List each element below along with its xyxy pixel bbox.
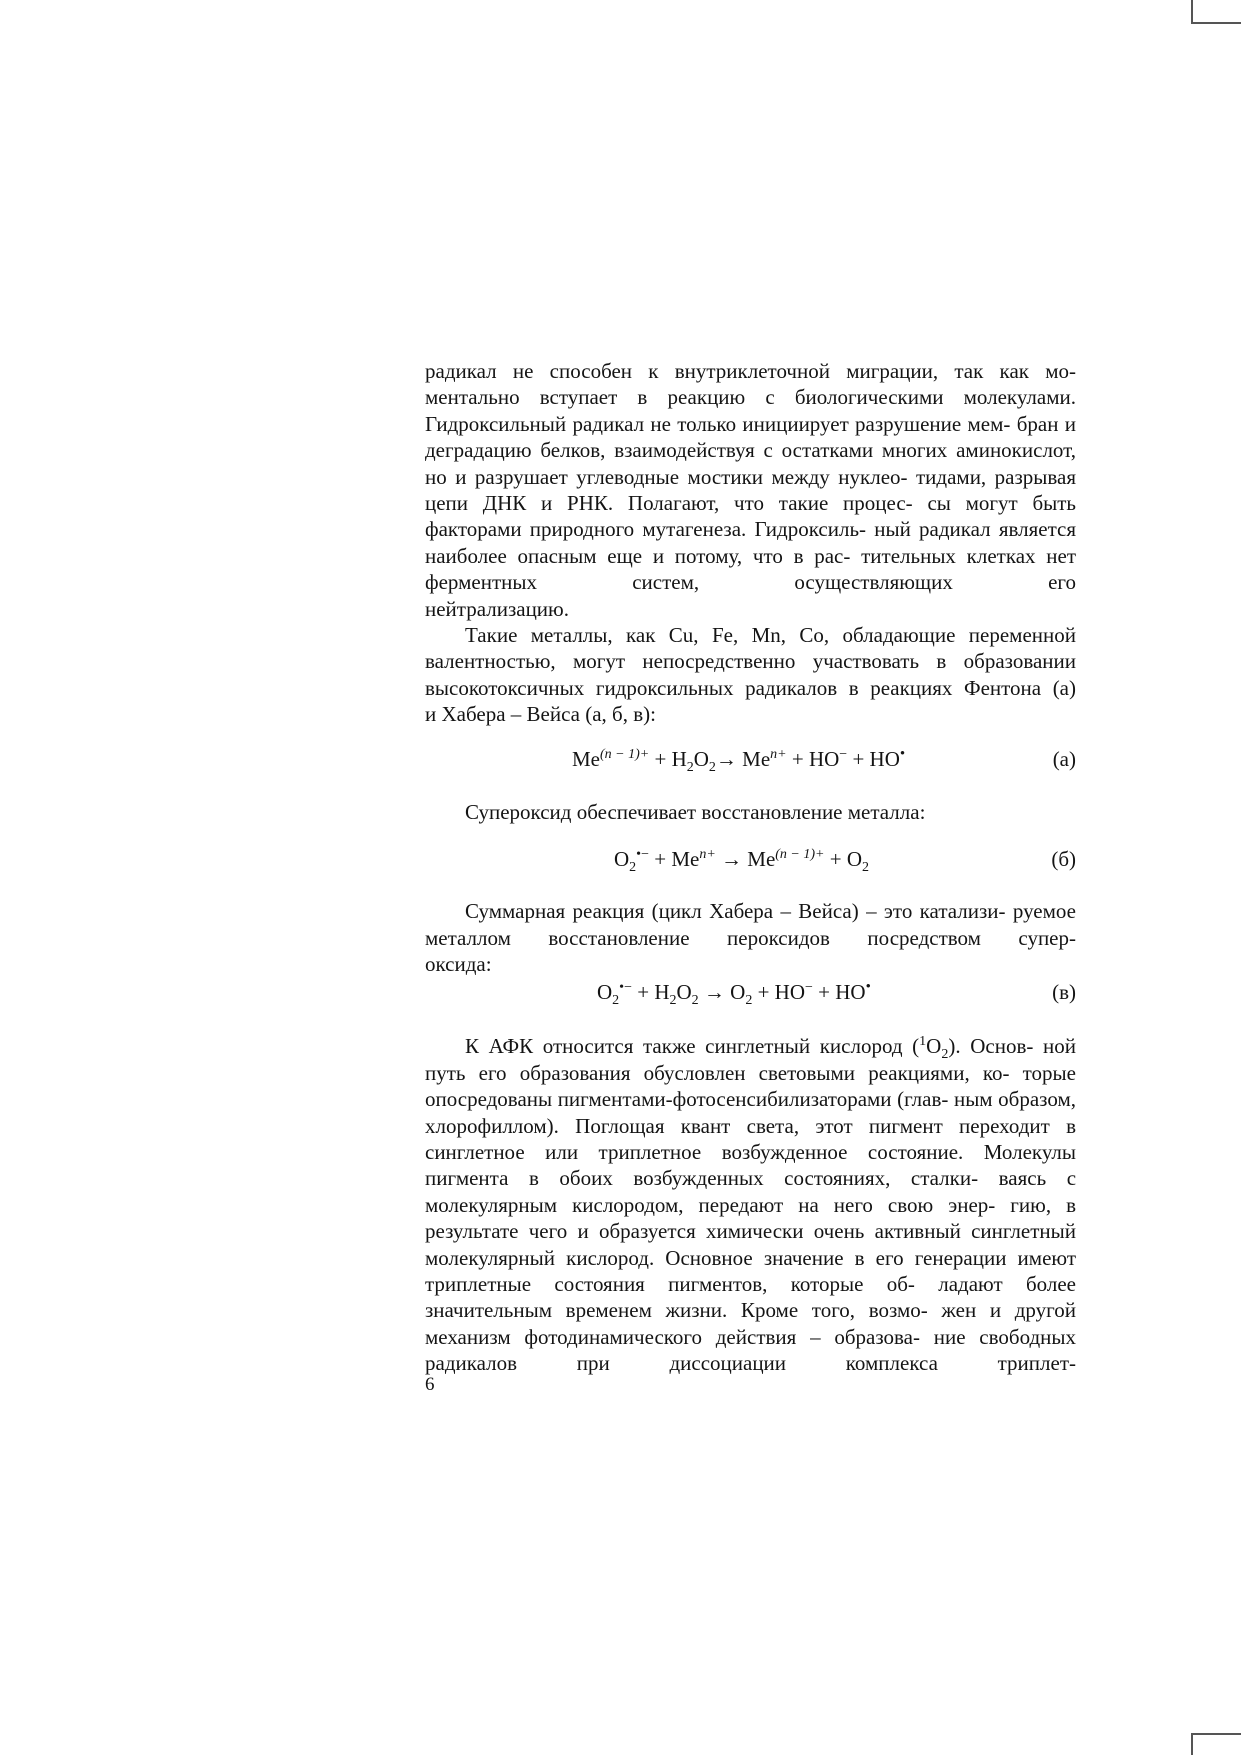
equation-label-a: (а)	[1052, 746, 1076, 771]
text-line: аминокислот, но и разрушает углеводные мостики между нуклео-	[425, 438, 1076, 489]
text-line: ментально вступает в реакцию с биологическими молекулами.	[425, 385, 1076, 410]
text-line: гию, в результате чего и образуется химически очень активный	[425, 1192, 1076, 1244]
text-line: оксида:	[425, 951, 492, 976]
text-line: синглетный молекулярный кислород. Основное значение в его	[425, 1219, 1076, 1270]
page-number: 6	[425, 1374, 435, 1395]
paragraph-haber-weiss	[425, 898, 1076, 951]
paragraph-haber-weiss-end	[425, 951, 1076, 977]
text-line: Суммарная реакция (цикл Хабера – Вейса) – это катализи-	[465, 899, 1006, 924]
paragraph-hydroxyl-radical	[425, 358, 1076, 596]
equation-metal-reduction	[425, 846, 1076, 876]
text-line: Такие металлы, как Cu, Fe, Mn, Co, обладающие переменной	[465, 623, 1076, 648]
paragraph-hydroxyl-radical-end	[425, 596, 1076, 622]
text-line: ние свободных радикалов при диссоциации комплекса триплет-	[425, 1324, 1076, 1376]
text-line: генерации имеют триплетные состояния пигментов, которые об-	[425, 1245, 1076, 1296]
equation-a-formula: $Me^{(n - 1)+} + H_2O_2\to Me^{n+} + HO^- + HO^•$	[572, 745, 906, 775]
paragraph-singlet-oxygen	[425, 1033, 1076, 1376]
equation-label-b: (б)	[1051, 847, 1076, 872]
equation-v-formula: $O_2^{•-} + H_2O_2 \to O_2 + HO^- + HO^•$	[597, 979, 871, 1009]
paragraph-metals	[425, 622, 1076, 701]
text-line: нейтрализацию.	[425, 596, 569, 621]
text-line: высокотоксичных гидроксильных радикалов в реакциях Фентона (а)	[425, 675, 1076, 700]
text-line: жен и другой механизм фотодинамического действия – образова-	[425, 1298, 1076, 1349]
text-line: руемое металлом восстановление пероксидов посредством супер-	[425, 899, 1076, 950]
body-text	[425, 358, 1076, 1377]
crop-mark-top-horizontal	[1191, 22, 1241, 24]
crop-mark-bottom-horizontal	[1191, 1733, 1241, 1735]
text-line: радикал не способен к внутриклеточной миграции, так как мо-	[425, 359, 1076, 383]
paragraph-superoxide	[425, 799, 1076, 825]
text-line: Молекулы пигмента в обоих возбужденных состояниях, сталки-	[425, 1139, 1076, 1191]
crop-mark-bottom-vertical	[1191, 1733, 1193, 1755]
text-line: бран и деградацию белков, взаимодействуя с остатками многих	[425, 411, 1077, 463]
text-line: ный радикал является наиболее опасным еще и потому, что в рас-	[425, 517, 1077, 568]
paragraph-metals-end	[425, 701, 1076, 727]
text-line: тительных клетках нет ферментных систем, осуществляющих его	[425, 543, 1076, 595]
text-line: переходит в синглетное или триплетное возбужденное состояние.	[425, 1113, 1076, 1164]
text-line: сы могут быть факторами природного мутагенеза. Гидроксиль-	[425, 491, 1077, 542]
text-line: ным образом, хлорофиллом). Поглощая квант света, этот пигмент	[425, 1087, 1076, 1138]
equation-label-v: (в)	[1052, 980, 1076, 1005]
text-line: Гидроксильный радикал не только инициирует разрушение мем-	[425, 411, 1011, 436]
text-line: ваясь с молекулярным кислородом, передают на него свою энер-	[425, 1166, 1077, 1217]
text-line: К АФК относится также синглетный кислород $(^1O_2)$. Основ-	[465, 1034, 1034, 1063]
text-line: и Хабера – Вейса (а, б, в):	[425, 702, 656, 727]
text-line: торые опосредованы пигментами-фотосенсибилизаторами (глав-	[425, 1060, 1076, 1112]
text-line: валентностью, могут непосредственно участвовать в образовании	[425, 649, 1076, 674]
crop-mark-top-vertical	[1191, 0, 1193, 22]
text-line: тидами, разрывая цепи ДНК и РНК. Полагают, что такие процес-	[425, 464, 1076, 516]
equation-b-formula: $O_2^{•-} + Me^{n+} \to Me^{(n - 1)+} + O_2$	[614, 847, 869, 876]
text-line: Супероксид обеспечивает восстановление металла:	[465, 799, 926, 824]
equation-fenton	[425, 745, 1076, 775]
text-line: ладают более значительным временем жизни. Кроме того, возмо-	[425, 1271, 1076, 1323]
text-line: ной путь его образования обусловлен световыми реакциями, ко-	[425, 1034, 1076, 1085]
equation-haber-weiss	[425, 979, 1076, 1009]
